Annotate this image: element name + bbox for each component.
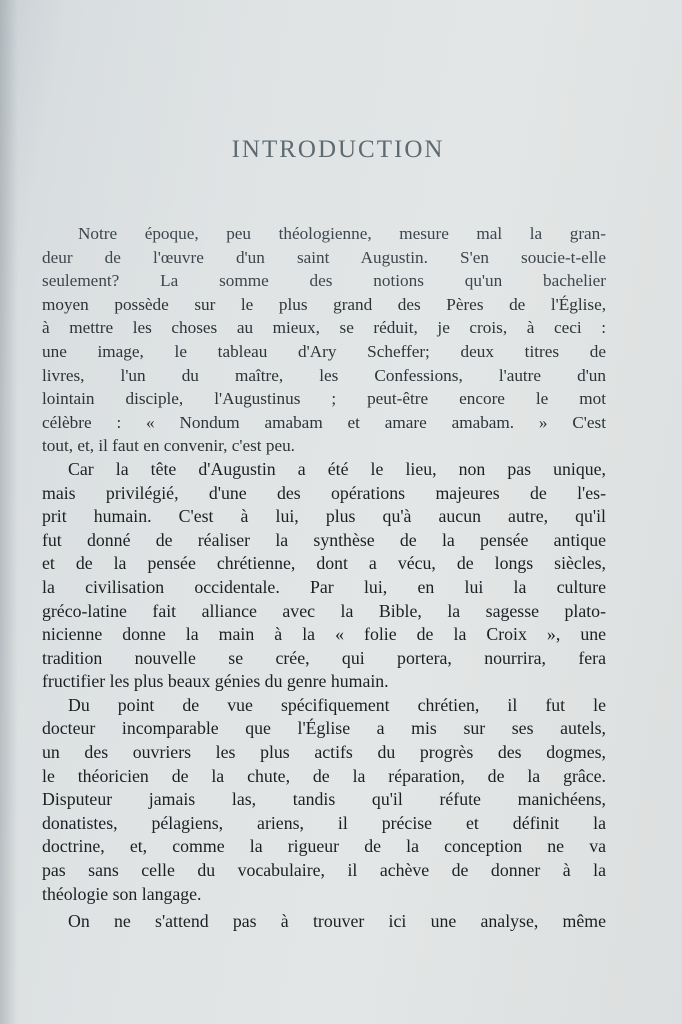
text-line: tradition nouvelle se crée, qui portera, nourrira, fera [42,647,606,668]
text-line: mais privilégié, d'une des opérations majeures de l'es- [42,482,606,503]
text-line: nicienne donne la main à la « folie de la Croix », une [42,624,606,645]
text-line: Car la tête d'Augustin a été le lieu, non pas unique, [68,458,606,479]
text-line: fructifier les plus beaux génies du genre humain. [42,671,389,692]
text-line: doctrine, et, comme la rigueur de la conception ne va [42,836,606,857]
text-line: pas sans celle du vocabulaire, il achève de donner à la [42,860,606,881]
text-line: deur de l'œuvre d'un saint Augustin. S'en soucie-t-elle [42,247,606,267]
text-line: fut donné de réaliser la synthèse de la pensée antique [42,529,606,550]
text-line: Du point de vue spécifiquement chrétien, il fut le [68,694,606,715]
text-line: une image, le tableau d'Ary Scheffer; deux titres de [42,341,606,361]
paragraph-3 [42,694,606,906]
text-line: gréco-latine fait alliance avec la Bible, la sagesse plato- [42,600,606,621]
text-line: docteur incomparable que l'Église a mis sur ses autels, [42,718,606,739]
text-line: et de la pensée chrétienne, dont a vécu, de longs siècles, [42,553,606,574]
text-line: prit humain. C'est à lui, plus qu'à aucun autre, qu'il [42,506,606,527]
text-line: célèbre : « Nondum amabam et amare amabam. » C'est [42,412,606,432]
text-line: moyen possède sur le plus grand des Pères de l'Église, [42,294,606,314]
paragraph-2 [42,458,606,694]
text-line: lointain disciple, l'Augustinus ; peut-être encore le mot [42,389,606,409]
paragraph-4 [42,910,606,934]
text-line: le théoricien de la chute, de la réparation, de la grâce. [42,765,606,786]
text-line: livres, l'un du maître, les Confessions, l'autre d'un [42,365,606,385]
text-line: On ne s'attend pas à trouver ici une analyse, même [68,911,606,932]
text-line: Disputeur jamais las, tandis qu'il réfute manichéens, [42,789,606,810]
text-line: un des ouvriers les plus actifs du progrès des dogmes, [42,742,606,763]
text-line: tout, et, il faut en convenir, c'est peu. [42,436,295,456]
body-text [42,222,606,934]
paragraph-1 [42,222,606,458]
chapter-title: INTRODUCTION [231,136,445,163]
text-line: Notre époque, peu théologienne, mesure mal la gran- [78,224,606,243]
text-line: donatistes, pélagiens, ariens, il précise et définit la [42,812,606,833]
text-line: la civilisation occidentale. Par lui, en lui la culture [42,576,606,597]
text-line: théologie son langage. [42,883,202,904]
text-line: seulement? La somme des notions qu'un bachelier [42,271,606,291]
text-line: à mettre les choses au mieux, se réduit, je crois, à ceci : [42,318,606,338]
